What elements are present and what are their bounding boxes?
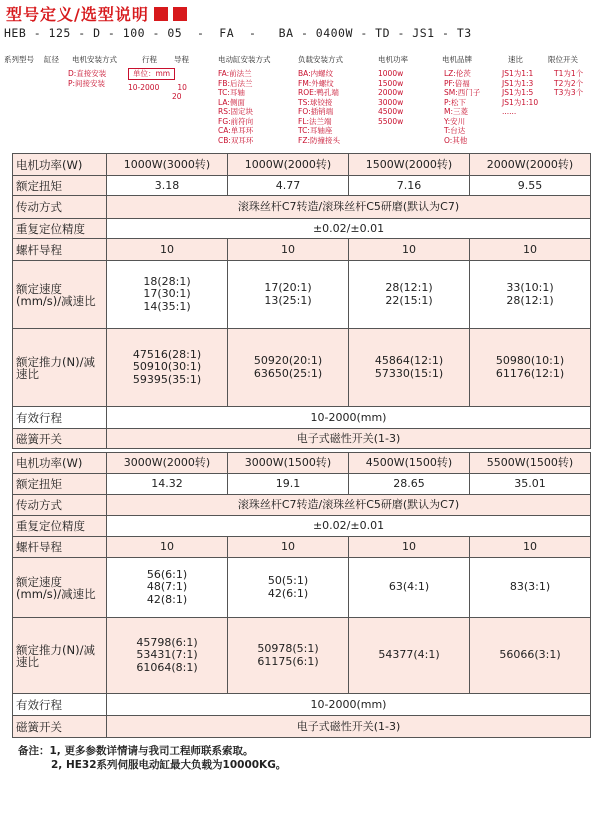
power-cell: 5500W(1500转) <box>470 453 591 474</box>
drive-cell: 滚珠丝杆C7转造/滚珠丝杆C5研磨(默认为C7) <box>107 196 591 219</box>
legend-stroke: 单位：mm 10-2000 10 20 <box>128 69 187 101</box>
power-cell: 1000W(3000转) <box>107 154 228 176</box>
thrust-cell: 50978(5:1) 61175(6:1) <box>228 618 349 694</box>
legend-header-ratio: 速比 <box>508 55 523 64</box>
speed-label: 额定速度(mm/s)/减速比 <box>13 261 107 329</box>
drive-label: 传动方式 <box>13 495 107 516</box>
torque-cell: 4.77 <box>228 176 349 196</box>
legend-header-bore: 缸径 <box>44 55 59 64</box>
thrust-cell: 56066(3:1) <box>470 618 591 694</box>
table-row <box>13 219 591 239</box>
table-row <box>13 618 591 694</box>
legend-header-motor-mount: 电机安装方式 <box>72 55 117 64</box>
thrust-cell: 54377(4:1) <box>349 618 470 694</box>
legend-header-brand: 电机品牌 <box>442 55 472 64</box>
legend-load-mount: BA:内螺纹 FM:外螺纹 ROE:鸭孔端 TS:球铰接 FO:插销端 FL:法兰端 TC:耳轴座 FZ:防撞接头 <box>298 69 340 145</box>
lead-cell: 10 <box>107 239 228 261</box>
table-row <box>13 474 591 495</box>
title-square-2 <box>173 7 187 21</box>
lead-label: 螺杆导程 <box>13 537 107 558</box>
model-code: HEB - 125 - D - 100 - 05 - FA - BA - 0400W - TD - JS1 - T3 <box>4 26 472 40</box>
lead-cell: 10 <box>107 537 228 558</box>
repeat-label: 重复定位精度 <box>13 516 107 537</box>
lead-label: 螺杆导程 <box>13 239 107 261</box>
notes <box>18 744 286 772</box>
torque-cell: 14.32 <box>107 474 228 495</box>
table-row <box>13 716 591 738</box>
torque-label: 额定扭矩 <box>13 176 107 196</box>
drive-label: 传动方式 <box>13 196 107 219</box>
legend-header-lead: 导程 <box>174 55 189 64</box>
speed-cell: 63(4:1) <box>349 558 470 618</box>
thrust-label: 额定推力(N)/减速比 <box>13 618 107 694</box>
thrust-cell: 45798(6:1) 53431(7:1) 61064(8:1) <box>107 618 228 694</box>
legend-header-cylinder-mount: 电动缸安装方式 <box>218 55 271 64</box>
power-cell: 1500W(2000转) <box>349 154 470 176</box>
table-row <box>13 694 591 716</box>
repeat-cell: ±0.02/±0.01 <box>107 516 591 537</box>
notes-prefix: 备注： <box>18 745 50 757</box>
legend-motor-mount: D:直接安装 P:间接安装 <box>68 69 107 88</box>
page-title <box>6 2 187 25</box>
torque-cell: 9.55 <box>470 176 591 196</box>
thrust-cell: 45864(12:1) 57330(15:1) <box>349 329 470 407</box>
legend-header-power: 电机功率 <box>378 55 408 64</box>
legend-ratio: JS1为1:1 JS1为1:3 JS1为1:5 JS1为1:10 ...... <box>502 69 539 116</box>
switch-cell: 电子式磁性开关(1-3) <box>107 429 591 449</box>
table-row <box>13 407 591 429</box>
table-row <box>13 261 591 329</box>
table-row <box>13 453 591 474</box>
speed-cell: 28(12:1) 22(15:1) <box>349 261 470 329</box>
spec-table-1 <box>12 153 591 449</box>
power-cell: 2000W(2000转) <box>470 154 591 176</box>
legend-header-load-mount: 负载安装方式 <box>298 55 343 64</box>
note-1: 1, 更多参数详情请与我司工程师联系索取。 <box>49 745 254 757</box>
speed-label: 额定速度(mm/s)/减速比 <box>13 558 107 618</box>
table-row <box>13 196 591 219</box>
repeat-cell: ±0.02/±0.01 <box>107 219 591 239</box>
lead-cell: 10 <box>349 239 470 261</box>
table-row <box>13 558 591 618</box>
drive-cell: 滚珠丝杆C7转造/滚珠丝杆C5研磨(默认为C7) <box>107 495 591 516</box>
table-row <box>13 516 591 537</box>
repeat-label: 重复定位精度 <box>13 219 107 239</box>
legend-header-series: 系列型号 <box>4 55 34 64</box>
torque-cell: 7.16 <box>349 176 470 196</box>
speed-cell: 17(20:1) 13(25:1) <box>228 261 349 329</box>
legend-brand: LZ:伦茨 PF:倍福 SM:西门子 P:松下 M:三菱 Y:安川 T:台达 O:其他 <box>444 69 481 145</box>
switch-cell: 电子式磁性开关(1-3) <box>107 716 591 738</box>
legend-limit: T1为1个 T2为2个 T3为3个 <box>554 69 584 97</box>
torque-label: 额定扭矩 <box>13 474 107 495</box>
speed-cell: 18(28:1) 17(30:1) 14(35:1) <box>107 261 228 329</box>
thrust-cell: 50920(20:1) 63650(25:1) <box>228 329 349 407</box>
thrust-label: 额定推力(N)/减速比 <box>13 329 107 407</box>
torque-cell: 19.1 <box>228 474 349 495</box>
table-row <box>13 537 591 558</box>
speed-cell: 56(6:1) 48(7:1) 42(8:1) <box>107 558 228 618</box>
stroke-label: 有效行程 <box>13 407 107 429</box>
stroke-cell: 10-2000(mm) <box>107 407 591 429</box>
table-row <box>13 495 591 516</box>
power-cell: 4500W(1500转) <box>349 453 470 474</box>
switch-label: 磁簧开关 <box>13 429 107 449</box>
speed-cell: 50(5:1) 42(6:1) <box>228 558 349 618</box>
stroke-cell: 10-2000(mm) <box>107 694 591 716</box>
table-row <box>13 154 591 176</box>
lead-cell: 10 <box>228 239 349 261</box>
note-2: 2, HE32系列伺服电动缸最大负载为10000KG。 <box>51 759 287 771</box>
lead-cell: 10 <box>349 537 470 558</box>
switch-label: 磁簧开关 <box>13 716 107 738</box>
torque-cell: 3.18 <box>107 176 228 196</box>
legend-cylinder-mount: FA:前法兰 FB:后法兰 TC:耳轴 LA:侧面 RS:固定块 FG:前符向 CA:单耳环 CB:双耳环 <box>218 69 254 145</box>
speed-cell: 83(3:1) <box>470 558 591 618</box>
lead-cell: 10 <box>228 537 349 558</box>
lead-cell: 10 <box>470 239 591 261</box>
thrust-cell: 47516(28:1) 50910(30:1) 59395(35:1) <box>107 329 228 407</box>
legend-power: 1000w 1500w 2000w 3000w 4500w 5500w <box>378 69 404 126</box>
thrust-cell: 50980(10:1) 61176(12:1) <box>470 329 591 407</box>
stroke-label: 有效行程 <box>13 694 107 716</box>
power-cell: 1000W(2000转) <box>228 154 349 176</box>
table-row <box>13 239 591 261</box>
lead-cell: 10 <box>470 537 591 558</box>
table-row <box>13 429 591 449</box>
title-text: 型号定义/选型说明 <box>6 5 149 24</box>
legend-header-stroke: 行程 <box>142 55 157 64</box>
speed-cell: 33(10:1) 28(12:1) <box>470 261 591 329</box>
legend-header-limit: 限位开关 <box>548 55 578 64</box>
table-row <box>13 329 591 407</box>
table-row <box>13 176 591 196</box>
power-label: 电机功率(W) <box>13 453 107 474</box>
spec-table-2 <box>12 452 591 738</box>
torque-cell: 28.65 <box>349 474 470 495</box>
torque-cell: 35.01 <box>470 474 591 495</box>
title-square-1 <box>154 7 168 21</box>
power-cell: 3000W(1500转) <box>228 453 349 474</box>
power-cell: 3000W(2000转) <box>107 453 228 474</box>
power-label: 电机功率(W) <box>13 154 107 176</box>
